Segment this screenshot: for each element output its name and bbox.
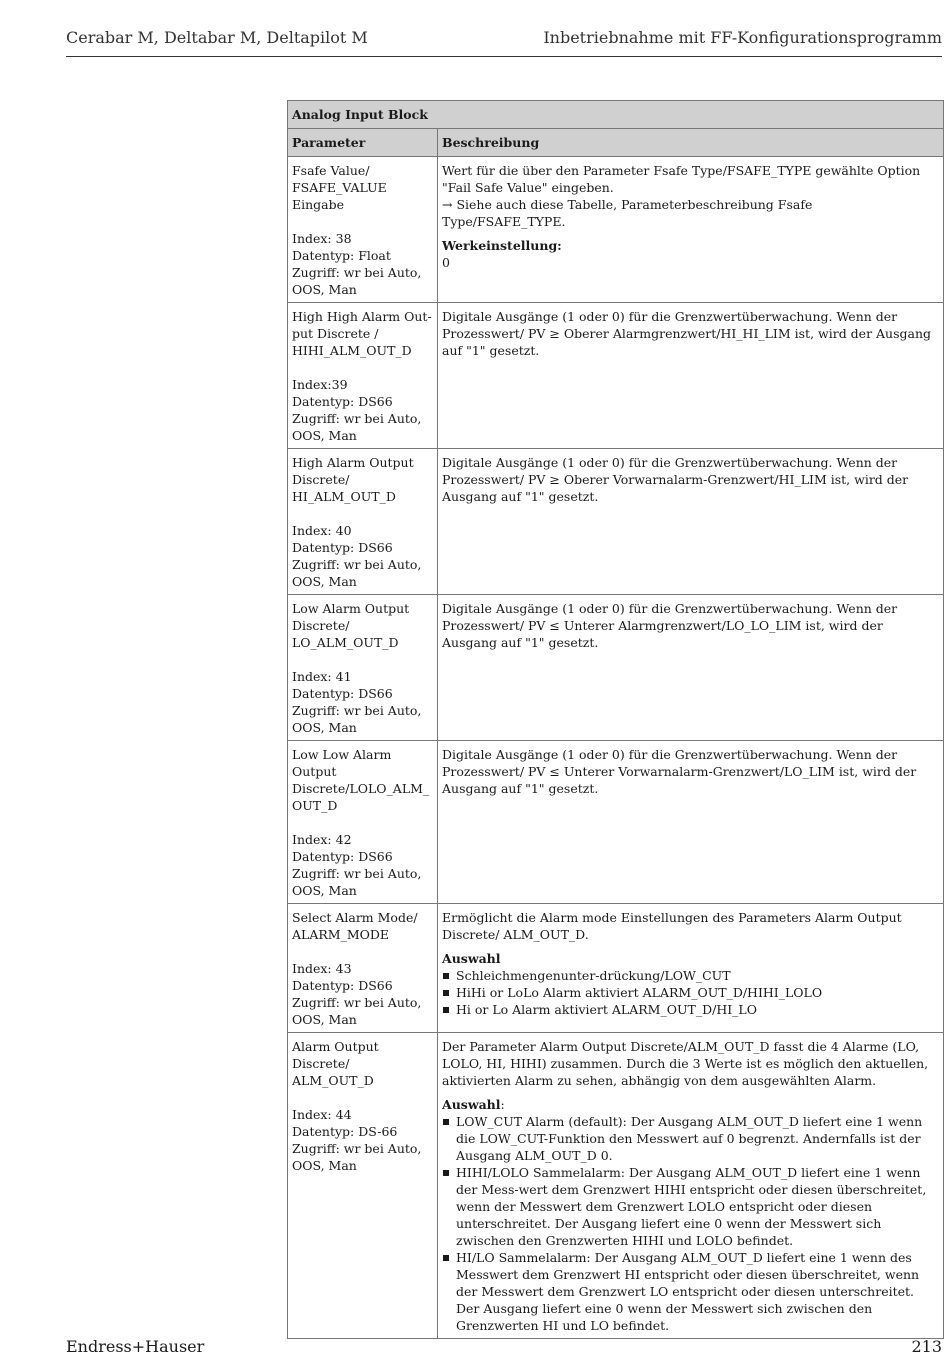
- parameter-line: Datentyp: DS-66: [292, 1124, 398, 1139]
- parameter-line: Zugriff: wr bei Auto,: [292, 866, 422, 881]
- description-text: Digitale Ausgänge (1 oder 0) für die Grenzwertüberwachung. Wenn der Prozesswert/ PV ≥ Oberer Alarmgrenzwert/HI_HI_LIM ist, wird der Ausgang auf "1" gesetzt.: [442, 309, 932, 358]
- parameter-line: Discrete/: [292, 618, 350, 633]
- label-text: Auswahl: [442, 951, 501, 966]
- list-item: HI/LO Sammelalarm: Der Ausgang ALM_OUT_D liefert eine 1 wenn des Messwert dem Grenzwert HI entspricht oder diesen überschreitet, wenn der Messwert dem Grenzwert LO entspricht oder diesen unterschreitet. Der Ausgang liefert eine 0 wenn der Messwert sich zwischen den Grenzwerten HI und LO befindet.: [456, 1249, 939, 1334]
- parameter-cell: [288, 157, 438, 303]
- spacer: [442, 1089, 939, 1096]
- parameter-line: OOS, Man: [292, 574, 357, 589]
- parameter-line: LO_ALM_OUT_D: [292, 635, 399, 650]
- parameter-cell: [288, 449, 438, 595]
- options-list: [442, 1113, 939, 1334]
- table-row: [288, 449, 944, 595]
- options-list: [442, 967, 939, 1018]
- parameter-cell: [288, 741, 438, 904]
- description-label: [442, 1096, 939, 1113]
- parameter-line: Datentyp: DS66: [292, 540, 393, 555]
- spacer: [292, 1089, 433, 1106]
- table-row: [288, 303, 944, 449]
- parameter-line: ALARM_MODE: [292, 927, 390, 942]
- description-cell: [438, 303, 944, 449]
- parameter-line: Index: 40: [292, 523, 352, 538]
- table-row: [288, 1033, 944, 1339]
- label-suffix: :: [500, 1097, 505, 1112]
- description-note: → Siehe auch diese Tabelle, Parameterbeschreibung Fsafe Type/FSAFE_TYPE.: [442, 197, 813, 229]
- parameter-line: High Alarm Output: [292, 455, 414, 470]
- parameter-line: Eingabe: [292, 197, 345, 212]
- spacer: [292, 359, 433, 376]
- description-text: Digitale Ausgänge (1 oder 0) für die Grenzwertüberwachung. Wenn der Prozesswert/ PV ≥ Oberer Vorwarnalarm-Grenzwert/HI_LIM ist, wird der Ausgang auf "1" gesetzt.: [442, 455, 909, 504]
- spacer: [292, 505, 433, 522]
- description-cell: [438, 449, 944, 595]
- description-label: [442, 950, 939, 967]
- parameter-line: Datentyp: DS66: [292, 978, 393, 993]
- description-cell: [438, 595, 944, 741]
- parameter-line: Discrete/LOLO_ALM_: [292, 781, 430, 796]
- table-body: [288, 157, 944, 1339]
- description-text: Digitale Ausgänge (1 oder 0) für die Grenzwertüberwachung. Wenn der Prozesswert/ PV ≤ Unterer Alarmgrenzwert/LO_LO_LIM ist, wird der Ausgang auf "1" gesetzt.: [442, 601, 898, 650]
- parameter-line: Fsafe Value/: [292, 163, 370, 178]
- parameter-line: Zugriff: wr bei Auto,: [292, 1141, 422, 1156]
- list-item: Schleichmengenunter-drückung/LOW_CUT: [456, 967, 939, 984]
- spacer: [442, 943, 939, 950]
- parameter-line: Alarm Output Discrete/: [292, 1039, 379, 1071]
- parameter-cell: [288, 1033, 438, 1339]
- header-section-title: Inbetriebnahme mit FF-Konfigurationsprogramm: [543, 28, 942, 47]
- parameter-line: HI_ALM_OUT_D: [292, 489, 396, 504]
- list-item: HIHI/LOLO Sammelalarm: Der Ausgang ALM_OUT_D liefert eine 1 wenn der Mess-wert dem Grenzwert HIHI entspricht oder diesen überschreitet, wenn der Messwert dem Grenzwert LOLO entspricht oder diesen unterschreitet. Der Ausgang liefert eine 0 wenn der Messwert sich zwischen den Grenzwerten HIHI und LOLO befindet.: [456, 1164, 939, 1249]
- parameter-line: Zugriff: wr bei Auto,: [292, 995, 422, 1010]
- table-row: [288, 595, 944, 741]
- list-item: LOW_CUT Alarm (default): Der Ausgang ALM_OUT_D liefert eine 1 wenn die LOW_CUT-Funktion den Messwert auf 0 begrenzt. Andernfalls ist der Ausgang ALM_OUT_D 0.: [456, 1113, 939, 1164]
- parameter-line: HIHI_ALM_OUT_D: [292, 343, 412, 358]
- description-cell: [438, 1033, 944, 1339]
- parameter-line: FSAFE_VALUE: [292, 180, 387, 195]
- parameter-line: OOS, Man: [292, 720, 357, 735]
- parameter-line: Datentyp: DS66: [292, 394, 393, 409]
- header-document-title: Cerabar M, Deltabar M, Deltapilot M: [66, 28, 368, 47]
- description-label: [442, 237, 939, 254]
- description-text: Wert für die über den Parameter Fsafe Type/FSAFE_TYPE gewählte Option "Fail Safe Value" eingeben.: [442, 163, 921, 195]
- parameter-line: Low Alarm Output: [292, 601, 410, 616]
- parameter-line: Datentyp: Float: [292, 248, 391, 263]
- spacer: [292, 814, 433, 831]
- parameter-line: Zugriff: wr bei Auto,: [292, 703, 422, 718]
- parameter-line: OOS, Man: [292, 883, 357, 898]
- parameter-line: ALM_OUT_D: [292, 1073, 374, 1088]
- label-text: Werkeinstellung:: [442, 238, 562, 253]
- table-title: Analog Input Block: [288, 101, 944, 129]
- parameter-line: OUT_D: [292, 798, 338, 813]
- parameter-line: Index: 43: [292, 961, 352, 976]
- parameter-line: OOS, Man: [292, 1012, 357, 1027]
- parameter-line: Discrete/: [292, 472, 350, 487]
- list-item: HiHi or LoLo Alarm aktiviert ALARM_OUT_D/HIHI_LOLO: [456, 984, 939, 1001]
- spacer: [292, 213, 433, 230]
- spacer: [292, 651, 433, 668]
- parameter-line: Zugriff: wr bei Auto,: [292, 265, 422, 280]
- parameter-line: High High Alarm Out-: [292, 309, 432, 324]
- parameter-line: Datentyp: DS66: [292, 849, 393, 864]
- parameter-line: Zugriff: wr bei Auto,: [292, 411, 422, 426]
- description-cell: [438, 157, 944, 303]
- parameter-cell: [288, 904, 438, 1033]
- analog-input-block-table: [287, 100, 944, 1339]
- description-text: Digitale Ausgänge (1 oder 0) für die Grenzwertüberwachung. Wenn der Prozesswert/ PV ≤ Unterer Vorwarnalarm-Grenzwert/LO_LIM ist, wird der Ausgang auf "1" gesetzt.: [442, 747, 917, 796]
- parameter-line: Index: 42: [292, 832, 352, 847]
- parameter-line: Index: 44: [292, 1107, 352, 1122]
- table-header-row: [288, 129, 944, 157]
- parameter-line: OOS, Man: [292, 282, 357, 297]
- parameter-line: put Discrete /: [292, 326, 379, 341]
- parameter-cell: [288, 303, 438, 449]
- default-value: 0: [442, 255, 450, 270]
- description-cell: [438, 904, 944, 1033]
- table-title-row: [288, 101, 944, 129]
- column-header-beschreibung: Beschreibung: [438, 129, 944, 157]
- parameter-line: Index: 38: [292, 231, 352, 246]
- table-row: [288, 157, 944, 303]
- parameter-cell: [288, 595, 438, 741]
- parameter-line: Datentyp: DS66: [292, 686, 393, 701]
- list-item: Hi or Lo Alarm aktiviert ALARM_OUT_D/HI_LO: [456, 1001, 939, 1018]
- footer-brand: Endress+Hauser: [66, 1337, 205, 1356]
- parameter-line: Index:39: [292, 377, 348, 392]
- parameter-line: Zugriff: wr bei Auto,: [292, 557, 422, 572]
- parameter-line: Select Alarm Mode/: [292, 910, 418, 925]
- spacer: [292, 943, 433, 960]
- spacer: [442, 230, 939, 237]
- label-text: Auswahl: [442, 1097, 501, 1112]
- description-text: Ermöglicht die Alarm mode Einstellungen des Parameters Alarm Output Discrete/ ALM_OUT_D.: [442, 910, 902, 942]
- parameter-line: OOS, Man: [292, 1158, 357, 1173]
- description-text: Der Parameter Alarm Output Discrete/ALM_OUT_D fasst die 4 Alarme (LO, LOLO, HI, HIHI) zusammen. Durch die 3 Werte ist es möglich den aktuellen, aktivierten Alarm zu sehen, abhängig von dem ausgewählten Alarm.: [442, 1039, 929, 1088]
- page-header: [66, 28, 942, 57]
- parameter-line: Index: 41: [292, 669, 352, 684]
- description-cell: [438, 741, 944, 904]
- table-row: [288, 741, 944, 904]
- parameter-line: Low Low Alarm Output: [292, 747, 392, 779]
- table-row: [288, 904, 944, 1033]
- parameter-line: OOS, Man: [292, 428, 357, 443]
- column-header-parameter: Parameter: [288, 129, 438, 157]
- page-number: 213: [911, 1337, 942, 1356]
